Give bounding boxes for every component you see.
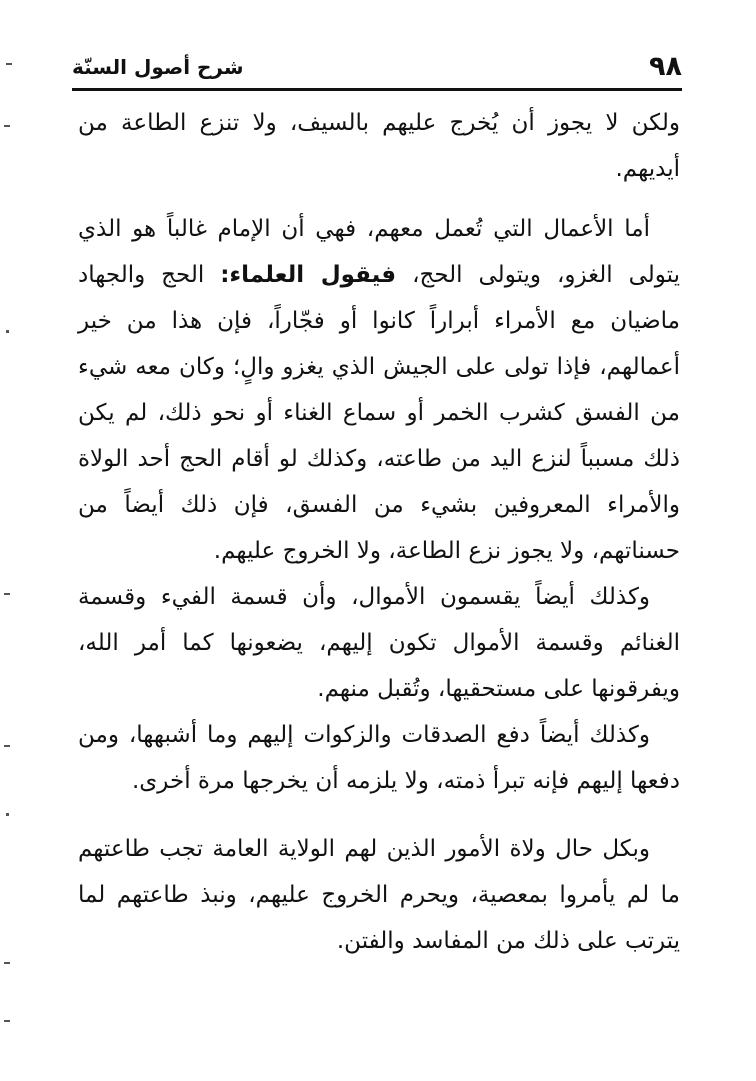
paragraph-2-part-2: الحج والجهاد ماضيان مع الأمراء أبراراً كانوا أو فجّاراً، فإن هذا من خير أعمالهم، فإذا تولى على الجيش الذي يغزو والٍ؛ وكان معه شيء من الفسق كشرب الخمر أو سماع الغناء أو نحو ذلك، لم يكن ذلك مسبباً لنزع اليد من طاعته، وكذلك لو أقام الحج أحد الولاة والأمراء المعروفين بشيء من الفسق، فإن ذلك أيضاً من حسناتهم، ولا يجوز نزع الطاعة، ولا الخروج عليهم.	[78, 262, 680, 564]
paragraph-3: وكذلك أيضاً يقسمون الأموال، وأن قسمة الفيء وقسمة الغنائم وقسمة الأموال تكون إليهم، يضعونها كما أمر الله، ويفرقونها على مستحقيها، وتُقبل منهم.	[78, 584, 680, 702]
paragraph-2-part-1: أما الأعمال التي تُعمل معهم، فهي أن الإمام غالباً هو الذي يتولى الغزو، ويتولى الحج،	[78, 216, 681, 288]
paragraph-2	[78, 206, 680, 574]
margin-tick	[4, 745, 10, 747]
margin-tick	[6, 813, 9, 816]
header-rule	[72, 88, 682, 91]
paragraph-5: وبكل حال ولاة الأمور الذين لهم الولاية العامة تجب طاعتهم ما لم يأمروا بمعصية، ويحرم الخروج عليهم، ونبذ طاعتهم لما يترتب على ذلك من المفاسد والفتن.	[78, 836, 680, 954]
margin-tick	[4, 593, 10, 595]
margin-tick	[4, 125, 10, 127]
margin-tick	[6, 330, 9, 333]
page-header	[72, 50, 682, 84]
page-number: ٩٨	[649, 51, 682, 82]
margin-tick	[6, 63, 12, 65]
paragraph-1: ولكن لا يجوز أن يُخرج عليهم بالسيف، ولا تنزع الطاعة من أيديهم.	[78, 110, 680, 182]
margin-tick	[4, 1020, 10, 1022]
page-body	[78, 100, 680, 964]
margin-tick	[4, 962, 10, 964]
paragraph-2-bold-phrase: فيقول العلماء:	[220, 262, 397, 288]
paragraph-4: وكذلك أيضاً دفع الصدقات والزكوات إليهم وما أشبهها، ومن دفعها إليهم فإنه تبرأ ذمته، ولا يلزمه أن يخرجها مرة أخرى.	[78, 722, 680, 794]
running-title: شرح أصول السنّة	[72, 55, 244, 79]
